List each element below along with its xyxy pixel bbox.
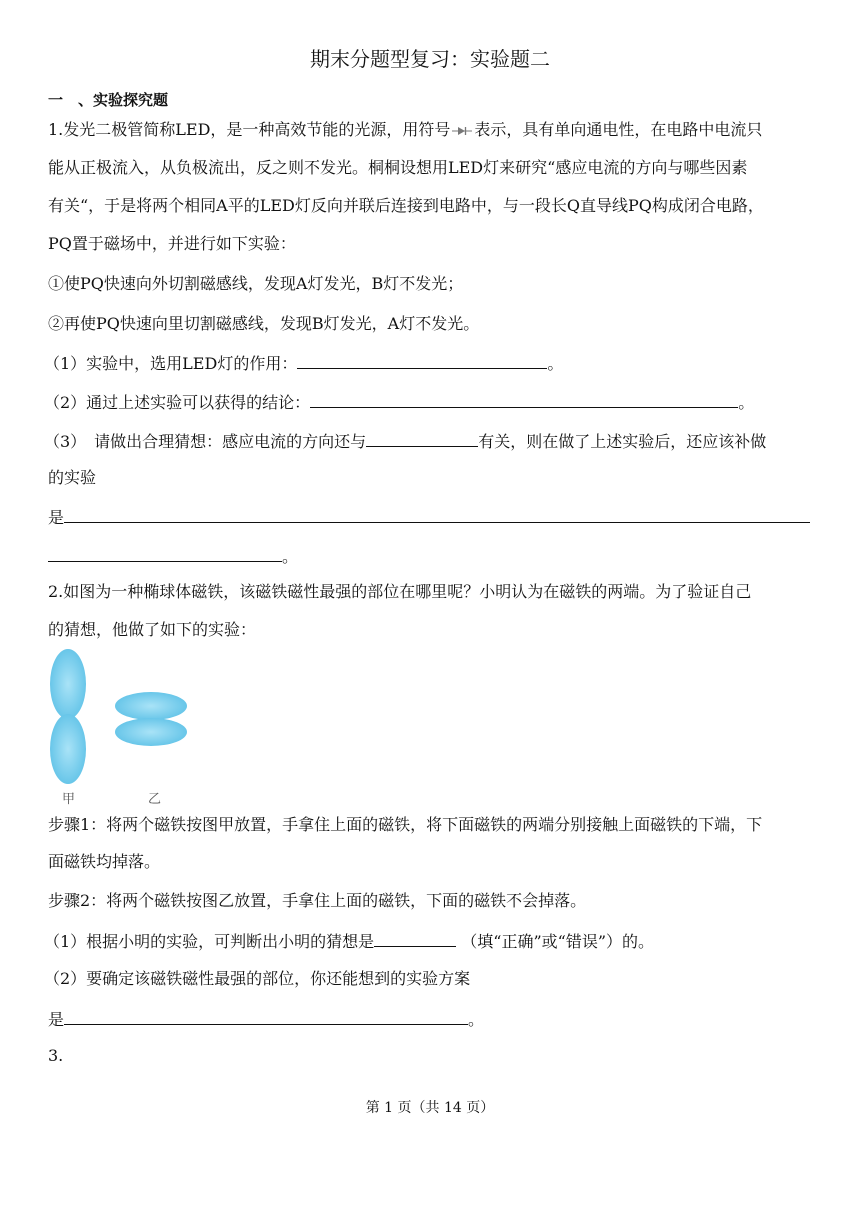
q1-sub-2 — [44, 391, 754, 413]
figure-label-a: 甲 — [62, 792, 76, 807]
q1-sub-3-line-4 — [48, 545, 298, 567]
figure-label-b: 乙 — [148, 792, 162, 807]
section-heading: 一 、实验探究题 — [48, 91, 169, 109]
q1-sub-1-end: 。 — [547, 354, 564, 373]
q2-line-2: 的猜想，他做了如下的实验： — [48, 620, 257, 639]
q2-sub-2: （2）要确定该磁铁磁性最强的部位，你还能想到的实验方案 — [44, 969, 471, 988]
page-footer: 第 1 页（共 14 页） — [365, 1100, 495, 1116]
q1-line-1 — [48, 120, 762, 140]
q1-sub-3-text-b: 有关，则在做了上述实验后，还应该补做 — [478, 432, 767, 451]
q1-sub-3-line-2: 的实验 — [48, 468, 97, 487]
magnet-b-top — [115, 692, 187, 720]
magnet-b-bottom — [115, 718, 187, 746]
answer-blank-q1-3c[interactable] — [48, 545, 282, 562]
q1-line-3: 有关“，于是将两个相同A平的LED灯反向并联后连接到电路中，与一段长Q直导线PQ构成闭合电路， — [48, 196, 764, 215]
q1-sub-3-shi: 是 — [48, 508, 65, 527]
magnet-a-bottom — [50, 714, 86, 784]
q1-sub-1-text: （1）实验中，选用LED灯的作用： — [44, 354, 298, 373]
q1-sub-2-end: 。 — [738, 393, 755, 412]
q1-text-1a: 1.发光二极管简称LED，是一种高效节能的光源，用符号 — [48, 120, 451, 139]
q1-text-1b: 表示，具有单向通电性，在电路中电流只 — [474, 120, 763, 139]
answer-blank-q2-2[interactable] — [64, 1008, 468, 1025]
magnet-diagram — [44, 648, 204, 808]
magnet-figure — [44, 648, 204, 812]
q2-sub-1-text-b: （填“正确”或“错误”）的。 — [461, 932, 655, 951]
q2-sub-1 — [44, 930, 654, 952]
q1-line-4: PQ置于磁场中，并进行如下实验： — [48, 234, 296, 253]
q2-step-2: 步骤2：将两个磁铁按图乙放置，手拿住上面的磁铁，下面的磁铁不会掉落。 — [48, 891, 587, 910]
q2-sub-2-shi: 是 — [48, 1010, 65, 1029]
answer-blank-q1-1[interactable] — [297, 352, 547, 369]
q2-sub-2-line-2 — [48, 1008, 484, 1030]
answer-blank-q2-1[interactable] — [374, 930, 456, 947]
q1-line-2: 能从正极流入，从负极流出，反之则不发光。桐桐设想用LED灯来研究“感应电流的方向与哪些因素 — [48, 158, 748, 177]
q1-sub-3-end: 。 — [282, 547, 299, 566]
q1-sub-1 — [44, 352, 563, 374]
q1-sub-3-text: （3） 请做出合理猜想：感应电流的方向还与 — [44, 432, 367, 451]
q2-sub-2-end: 。 — [468, 1010, 485, 1029]
q1-sub-3 — [44, 430, 766, 452]
q1-sub-2-text: （2）通过上述实验可以获得的结论： — [44, 393, 311, 412]
q1-step-1: ①使PQ快速向外切割磁感线，发现A灯发光，B灯不发光； — [48, 274, 464, 293]
led-symbol-icon — [452, 126, 472, 136]
magnet-a-top — [50, 649, 86, 719]
q3-label: 3. — [48, 1046, 64, 1065]
q1-step-2: ②再使PQ快速向里切割磁感线，发现B灯发光，A灯不发光。 — [48, 314, 480, 333]
q2-sub-1-text: （1）根据小明的实验，可判断出小明的猜想是 — [44, 932, 375, 951]
page-title: 期末分题型复习：实验题二 — [310, 47, 550, 71]
answer-blank-q1-3b[interactable] — [64, 506, 810, 523]
answer-blank-q1-2[interactable] — [310, 391, 738, 408]
q2-step-1a: 步骤1：将两个磁铁按图甲放置，手拿住上面的磁铁，将下面磁铁的两端分别接触上面磁铁的下端，下 — [48, 815, 763, 834]
answer-blank-q1-3a[interactable] — [366, 430, 478, 447]
q2-step-1b: 面磁铁均掉落。 — [48, 852, 161, 871]
q1-sub-3-line-3 — [48, 506, 810, 528]
q2-line-1: 2.如图为一种椭球体磁铁，该磁铁磁性最强的部位在哪里呢？小明认为在磁铁的两端。为了验证自己 — [48, 582, 752, 601]
